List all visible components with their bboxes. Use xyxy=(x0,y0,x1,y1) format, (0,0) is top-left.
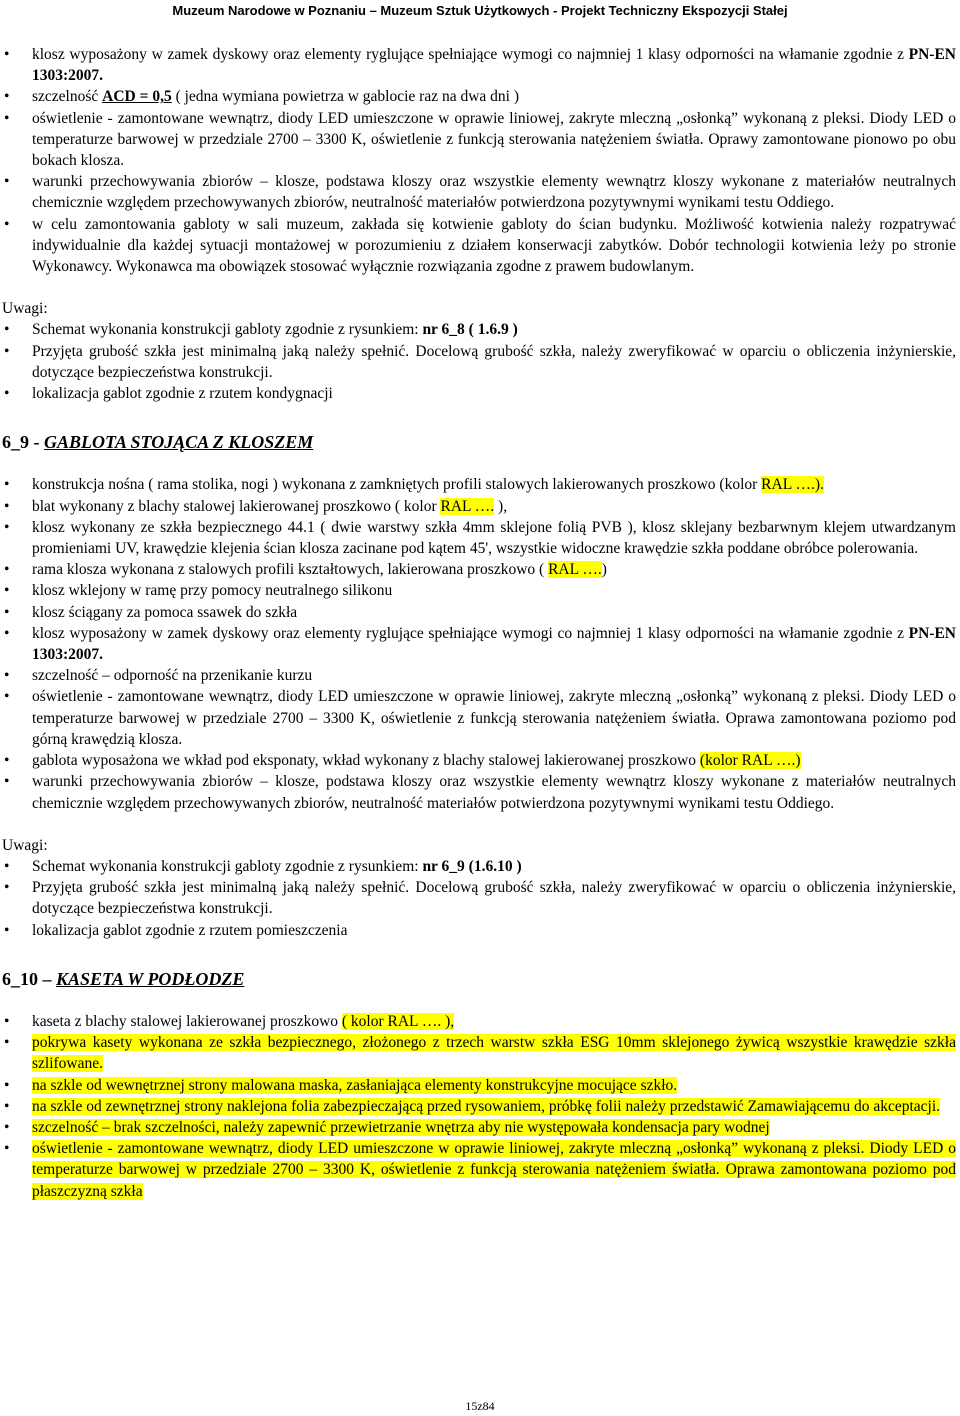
page-number: 15z84 xyxy=(465,1399,495,1413)
list-item: • szczelność – odporność na przenikanie kurzu xyxy=(0,665,960,686)
list-item: • gablota wyposażona we wkład pod eksponaty, wkład wykonany z blachy stalowej lakierowanej proszkowo (kolor RAL ….) xyxy=(0,750,960,771)
remarks-label: Uwagi: xyxy=(2,300,48,318)
list-item: • Przyjęta grubość szkła jest minimalną jaką należy spełnić. Docelową grubość szkła, należy zweryfikować w oparciu o obliczenia inżynierskie, dotyczące bezpieczeństwa konstrukcji. xyxy=(0,341,960,383)
page-header: Muzeum Narodowe w Poznaniu – Muzeum Sztuk Użytkowych - Projekt Techniczny Ekspozycji Stałej xyxy=(172,3,788,18)
list-item: • oświetlenie - zamontowane wewnątrz, diody LED umieszczone w oprawie liniowej, zakryte mleczną „osłonką” wykonaną z pleksi. Diody LED o temperaturze barwowej w przedziale 2700 – 3300 K, oświetlenie z funkcją sterowania natężeniem światła. Oprawa zamontowana poziomo pod górną krawędzią klosza. xyxy=(0,686,960,750)
list-item: • szczelność ACD = 0,5 ( jedna wymiana powietrza w gablocie raz na dwa dni ) xyxy=(0,86,960,107)
section-heading-6-9: 6_9 - GABLOTA STOJĄCA Z KLOSZEM xyxy=(2,432,314,453)
section-heading-6-10: 6_10 – KASETA W PODŁODZE xyxy=(2,968,245,989)
list-item: • szczelność – brak szczelności, należy zapewnić przewietrzanie wnętrza aby nie występowała kondensacja pary wodnej xyxy=(0,1117,960,1138)
list-item: • oświetlenie - zamontowane wewnątrz, diody LED umieszczone w oprawie liniowej, zakryte mleczną „osłonką” wykonaną z pleksi. Diody LED o temperaturze barwowej w przedziale 2700 – 3300 K, oświetlenie z funkcją sterowania natężeniem światła. Oprawa zamontowana poziomo pod płaszczyzną szkła xyxy=(0,1138,960,1202)
list-item: • warunki przechowywania zbiorów – klosze, podstawa kloszy oraz wszystkie elementy wewnątrz kloszy wykonane z materiałów neutralnych chemicznie względem przechowywanych zbiorów, neutralność materiałów potwierdzona pozytywnymi wynikami testu Oddiego. xyxy=(0,771,960,813)
remarks-list xyxy=(0,319,960,404)
list-item: • rama klosza wykonana z stalowych profili kształtowych, lakierowana proszkowo ( RAL ….) xyxy=(0,559,960,580)
list-item: • klosz ściągany za pomoca ssawek do szkła xyxy=(0,602,960,623)
remarks-label: Uwagi: xyxy=(2,836,48,854)
list-item: • klosz wklejony w ramę przy pomocy neutralnego silikonu xyxy=(0,580,960,601)
list-item: • Schemat wykonania konstrukcji gabloty zgodnie z rysunkiem: nr 6_9 (1.6.10 ) xyxy=(0,856,960,877)
list-item: • klosz wykonany ze szkła bezpiecznego 44.1 ( dwie warstwy szkła 4mm sklejone folią PVB ), klosz sklejany bezbarwnym klejem utwardzanym promieniami UV, krawędzie klejenia ścian klosza zacinane pod kątem 45', wszystkie widoczne krawędzie szkła poddane obróbce polerowania. xyxy=(0,517,960,559)
section-6-10-list xyxy=(0,1011,960,1202)
list-item: • konstrukcja nośna ( rama stolika, nogi ) wykonana z zamkniętych profili stalowych lakierowanych proszkowo (kolor RAL ….). xyxy=(0,474,960,495)
list-item: • Schemat wykonania konstrukcji gabloty zgodnie z rysunkiem: nr 6_8 ( 1.6.9 ) xyxy=(0,319,960,340)
section-6-9-list xyxy=(0,474,960,813)
list-item: • klosz wyposażony w zamek dyskowy oraz elementy ryglujące spełniające wymogi co najmniej 1 klasy odporności na włamanie zgodnie z PN-EN 1303:2007. xyxy=(0,44,960,86)
list-item: • pokrywa kasety wykonana ze szkła bezpiecznego, złożonego z trzech warstw szkła ESG 10mm sklejonego żywicą wszystkie krawędzie szkła szlifowane. xyxy=(0,1032,960,1074)
remarks-list xyxy=(0,856,960,941)
display-case-spec-list xyxy=(0,44,960,277)
list-item: • oświetlenie - zamontowane wewnątrz, diody LED umieszczone w oprawie liniowej, zakryte mleczną „osłonką” wykonaną z pleksi. Diody LED o temperaturze barwowej w przedziale 2700 – 3300 K, oświetlenie z funkcją sterowania natężeniem światła. Oprawy zamontowane pionowo po obu bokach klosza. xyxy=(0,108,960,172)
list-item: • warunki przechowywania zbiorów – klosze, podstawa kloszy oraz wszystkie elementy wewnątrz kloszy wykonane z materiałów neutralnych chemicznie względem przechowywanych zbiorów, neutralność materiałów potwierdzona pozytywnymi wynikami testu Oddiego. xyxy=(0,171,960,213)
list-item: • w celu zamontowania gabloty w sali muzeum, zakłada się kotwienie gabloty do ścian budynku. Możliwość kotwienia należy rozpatrywać indywidualnie dla każdej sytuacji montażowej w porozumieniu z działem konserwacji zabytków. Dobór technologii kotwienia leży po stronie Wykonawcy. Wykonawca ma obowiązek stosować wyłącznie rozwiązania zgodne z prawem budowlanym. xyxy=(0,214,960,278)
document-body xyxy=(0,44,960,1202)
list-item: • klosz wyposażony w zamek dyskowy oraz elementy ryglujące spełniające wymogi co najmniej 1 klasy odporności na włamanie zgodnie z PN-EN 1303:2007. xyxy=(0,623,960,665)
list-item: • na szkle od zewnętrznej strony naklejona folia zabezpieczającą przed rysowaniem, próbkę folii należy przedstawić Zamawiającemu do akceptacji. xyxy=(0,1096,960,1117)
list-item: • blat wykonany z blachy stalowej lakierowanej proszkowo ( kolor RAL …. ), xyxy=(0,496,960,517)
list-item: • lokalizacja gablot zgodnie z rzutem kondygnacji xyxy=(0,383,960,404)
list-item: • na szkle od wewnętrznej strony malowana maska, zasłaniająca elementy konstrukcyjne mocujące szkło. xyxy=(0,1075,960,1096)
list-item: • lokalizacja gablot zgodnie z rzutem pomieszczenia xyxy=(0,920,960,941)
list-item: • Przyjęta grubość szkła jest minimalną jaką należy spełnić. Docelową grubość szkła, należy zweryfikować w oparciu o obliczenia inżynierskie, dotyczące bezpieczeństwa konstrukcji. xyxy=(0,877,960,919)
list-item: • kaseta z blachy stalowej lakierowanej proszkowo ( kolor RAL …. ), xyxy=(0,1011,960,1032)
